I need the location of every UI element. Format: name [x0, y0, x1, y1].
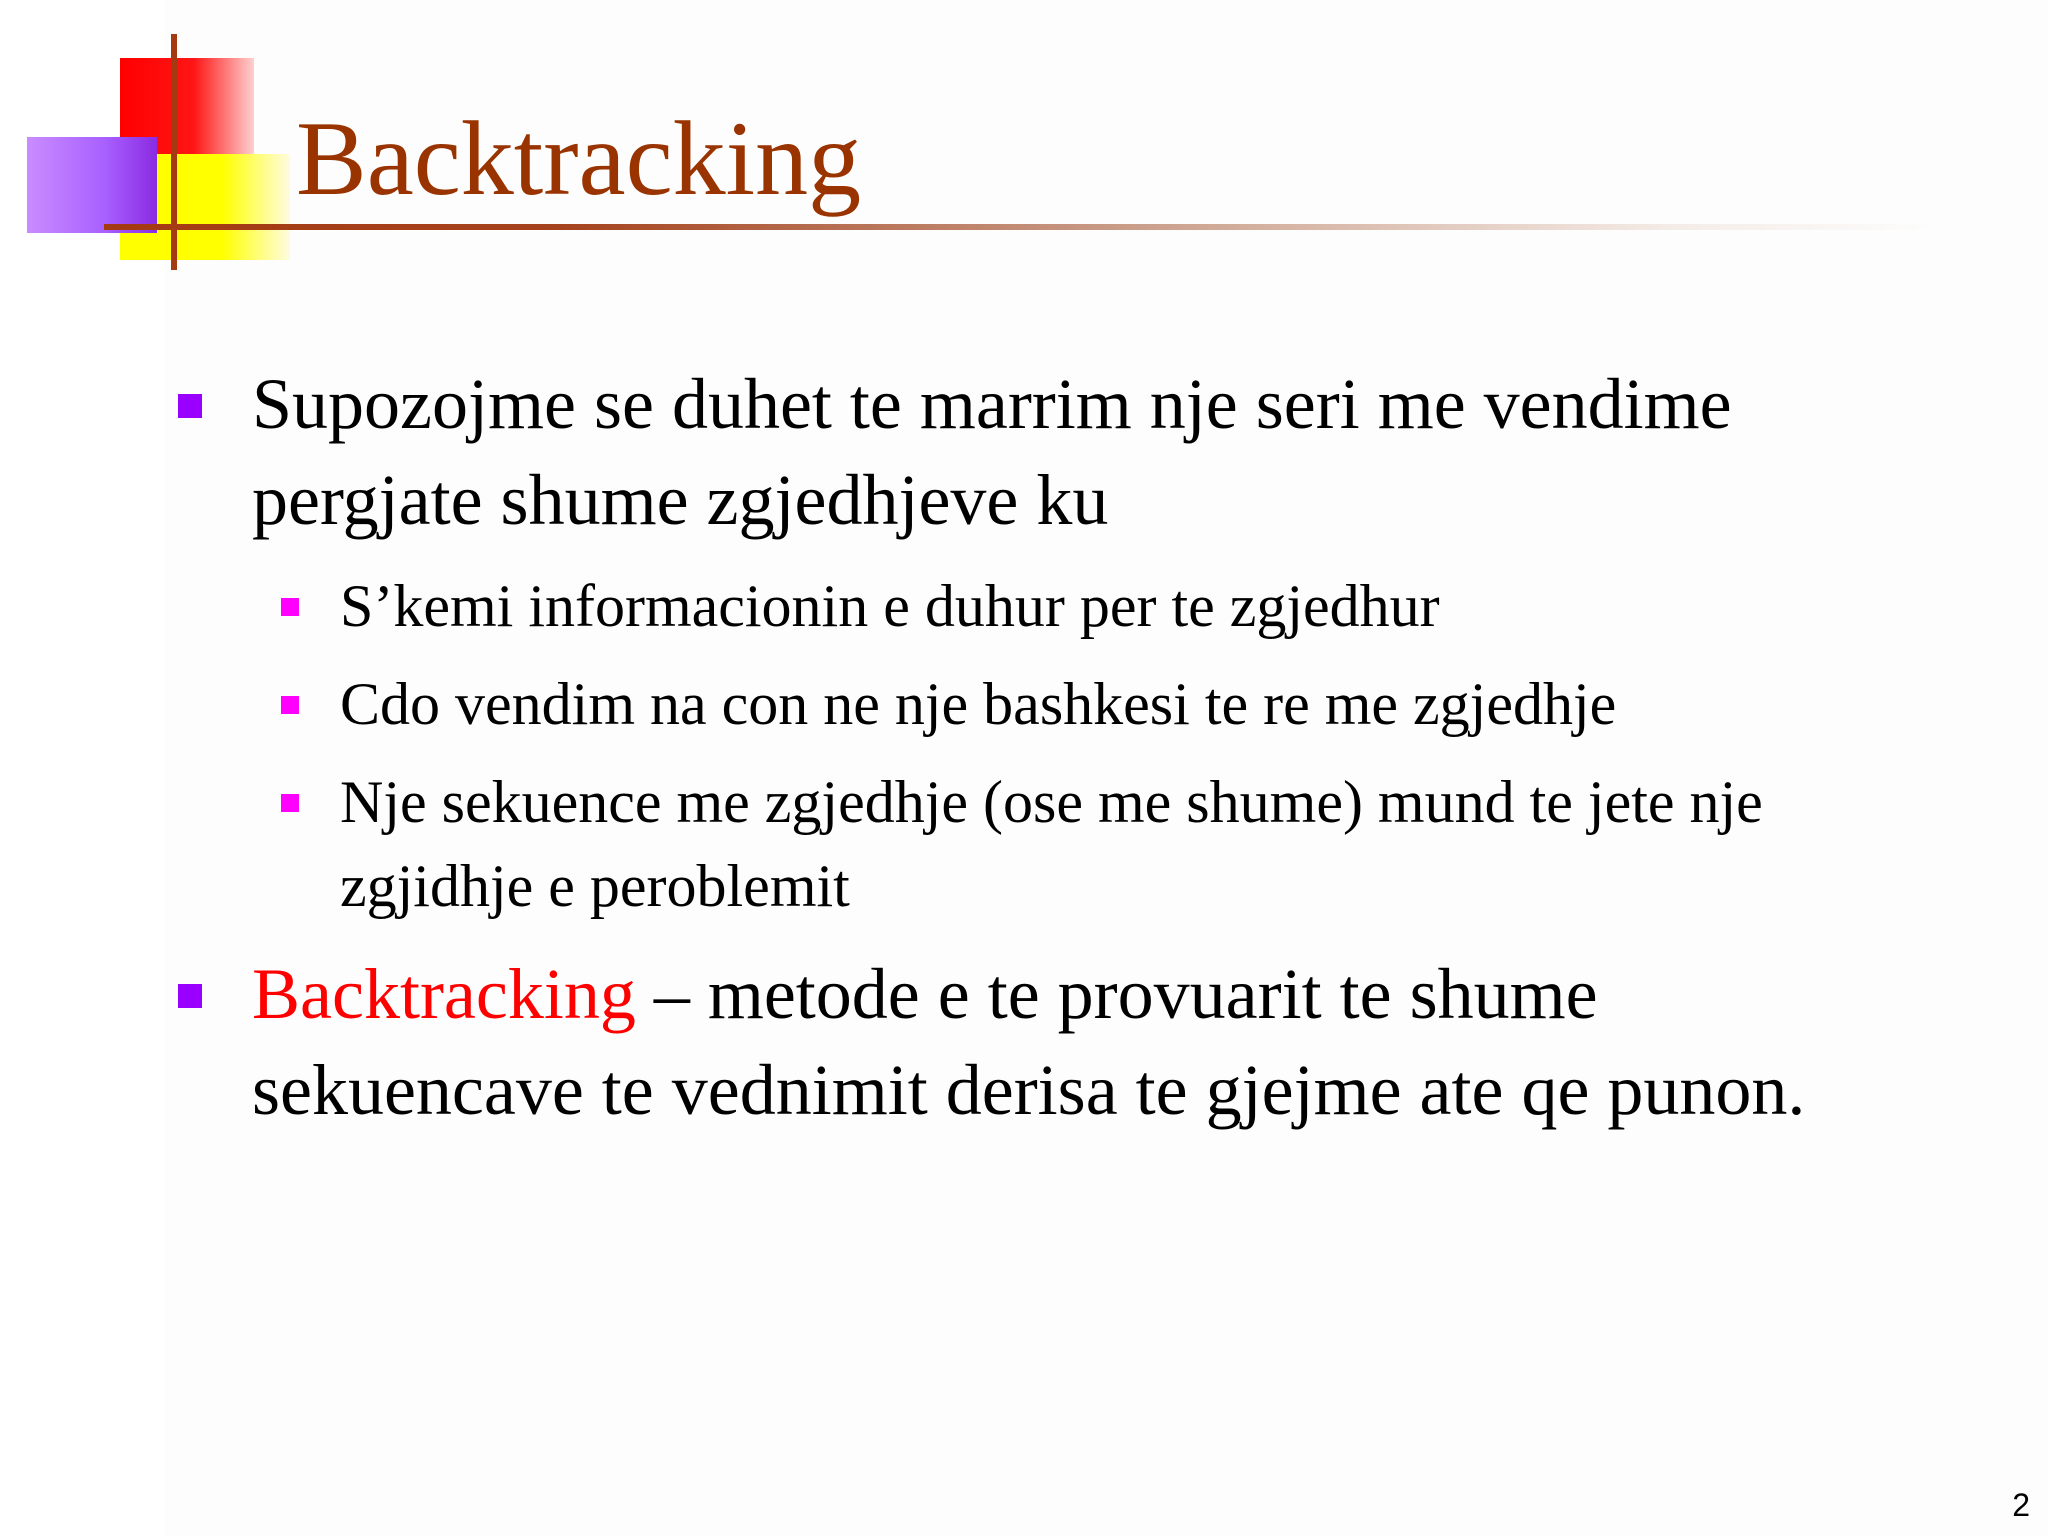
slide-title: Backtracking: [296, 100, 862, 217]
square-bullet-icon: [178, 984, 202, 1008]
bullet-item: [252, 356, 1932, 548]
sub-bullet-text: Nje sekuence me zgjedhje (ose me shume) mund te jete nje zgjidhje e peroblemit: [340, 769, 1763, 919]
bullet-text: – metode e te provuarit te shume sekuencave te vednimit derisa te gjejme ate qe punon.: [252, 954, 1806, 1130]
sub-bullet-item: [340, 662, 1940, 746]
square-bullet-icon: [281, 794, 299, 812]
sub-bullet-item: [340, 760, 1940, 928]
highlighted-term: Backtracking: [252, 954, 636, 1034]
page-number: 2: [2012, 1487, 2030, 1523]
logo-vertical-line: [171, 34, 177, 270]
square-bullet-icon: [281, 696, 299, 714]
title-underline: [104, 224, 1940, 230]
logo-purple-square: [27, 137, 157, 233]
sub-bullet-text: S’kemi informacionin e duhur per te zgjedhur: [340, 573, 1440, 639]
square-bullet-icon: [281, 598, 299, 616]
square-bullet-icon: [178, 394, 202, 418]
bullet-text: Supozojme se duhet te marrim nje seri me vendime pergjate shume zgjedhjeve ku: [252, 364, 1732, 540]
bullet-item: [252, 946, 1932, 1138]
sub-bullet-text: Cdo vendim na con ne nje bashkesi te re me zgjedhje: [340, 671, 1617, 737]
sub-bullet-item: [340, 564, 1940, 648]
